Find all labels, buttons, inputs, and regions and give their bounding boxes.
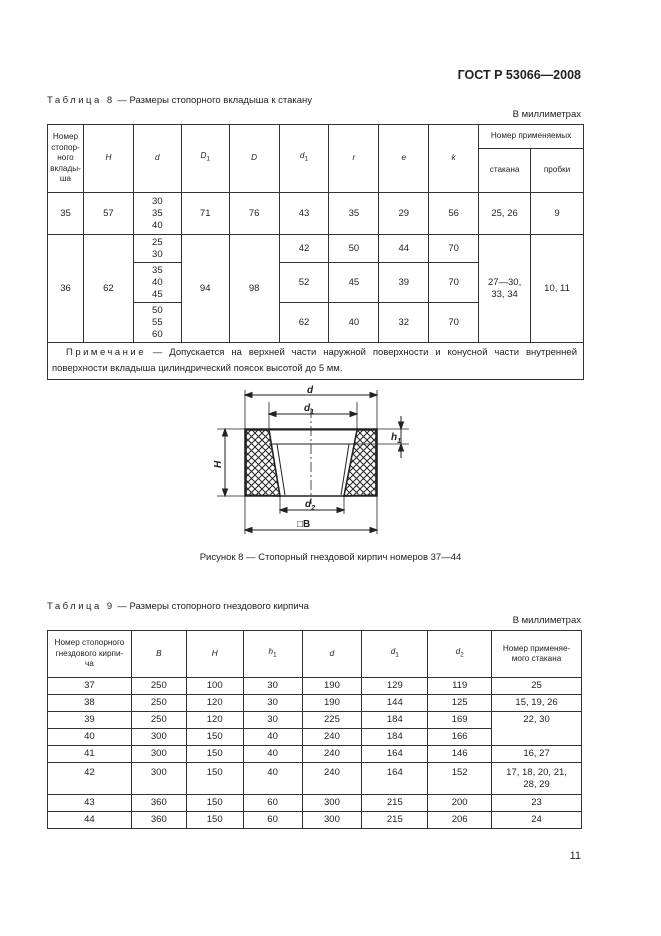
fig8-label-B: □B xyxy=(297,519,311,530)
page-number: 11 xyxy=(569,850,581,862)
t9-head-d: d xyxy=(302,631,362,678)
table8-caption-label: Таблица 8 xyxy=(47,95,115,106)
t9-head-d2: $d_2$ xyxy=(428,631,492,678)
t8-row-36a: 36 62 25 30 94 98 42 50 44 70 27—30, 33, 34 10, 11 xyxy=(48,235,584,263)
table9-caption-title: — Размеры стопорного гнездового кирпича xyxy=(114,601,309,612)
t9-row-40: 40 300 150 40 240 184 166 xyxy=(48,729,582,746)
fig8-label-h1: $h_1$ xyxy=(391,432,402,445)
t9-head-apply: Номер применяе- мого стакана xyxy=(492,631,582,678)
table8-units: В миллиметрах xyxy=(512,109,581,120)
t9-row-38: 38 250 120 30 190 144 125 15, 19, 26 xyxy=(48,695,582,712)
t8-head-plug: пробки xyxy=(531,149,584,193)
table8 xyxy=(47,124,584,380)
t8-row-36b: 35 40 45 52 45 39 70 xyxy=(48,263,584,303)
t8-note: Примечание — Допускается на верхней части наружной поверхности и конусной части внутренней поверхности вкладыша цилиндрический поясок высотой до 5 мм. xyxy=(48,343,584,380)
table9-units: В миллиметрах xyxy=(512,615,581,626)
t9-head-num: Номер стопорного гнездового кирпи- ча xyxy=(48,631,132,678)
t8-note-row xyxy=(48,343,584,380)
t9-head-H: H xyxy=(186,631,243,678)
t9-row-37: 37 250 100 30 190 129 119 25 xyxy=(48,678,582,695)
fig8-label-d: d xyxy=(307,385,314,396)
table8-caption xyxy=(47,95,312,106)
t9-row-42: 42 300 150 40 240 164 152 17, 18, 20, 21, 28, 29 xyxy=(48,763,582,795)
t8-head-e: e xyxy=(379,125,429,193)
t9-row-43: 43 360 150 60 300 215 200 23 xyxy=(48,795,582,812)
t9-head-d1: $d_1$ xyxy=(362,631,428,678)
table9-caption-label: Таблица 9 xyxy=(47,601,115,612)
fig8-label-d1: $d_1$ xyxy=(304,403,315,416)
table9-caption xyxy=(47,601,309,612)
t8-head-num: Номер стопор- ного вклады- ша xyxy=(48,125,84,193)
t8-head-D1: $D_1$ xyxy=(181,125,229,193)
t9-head-h1: $h_1$ xyxy=(243,631,302,678)
table9 xyxy=(47,630,582,829)
t8-head-H: H xyxy=(83,125,133,193)
fig8-label-H: H xyxy=(213,460,224,468)
figure8-caption: Рисунок 8 — Стопорный гнездовой кирпич номеров 37—44 xyxy=(199,552,462,563)
t8-head-D: D xyxy=(229,125,279,193)
t9-row-39: 39 250 120 30 225 184 169 22, 30 xyxy=(48,712,582,729)
t8-head-d: d xyxy=(133,125,181,193)
t8-head-d1: $d_1$ xyxy=(279,125,329,193)
t9-head-B: B xyxy=(131,631,186,678)
t8-head-k: k xyxy=(429,125,479,193)
document-header: ГОСТ Р 53066—2008 xyxy=(457,68,581,82)
fig8-label-d2: $d_2$ xyxy=(305,499,316,512)
table8-caption-title: — Размеры стопорного вкладыша к стакану xyxy=(114,95,313,106)
t8-head-apply: Номер применяемых xyxy=(479,125,584,149)
t8-head-cup: стакана xyxy=(479,149,531,193)
figure8-drawing xyxy=(213,384,413,536)
t8-head-r: r xyxy=(329,125,379,193)
t9-row-41: 41 300 150 40 240 164 146 16, 27 xyxy=(48,746,582,763)
t9-row-44: 44 360 150 60 300 215 206 24 xyxy=(48,812,582,829)
t8-row-36c: 50 55 60 62 40 32 70 xyxy=(48,303,584,343)
t8-row-35: 35 57 30 35 40 71 76 43 35 29 56 25, 26 9 xyxy=(48,193,584,235)
